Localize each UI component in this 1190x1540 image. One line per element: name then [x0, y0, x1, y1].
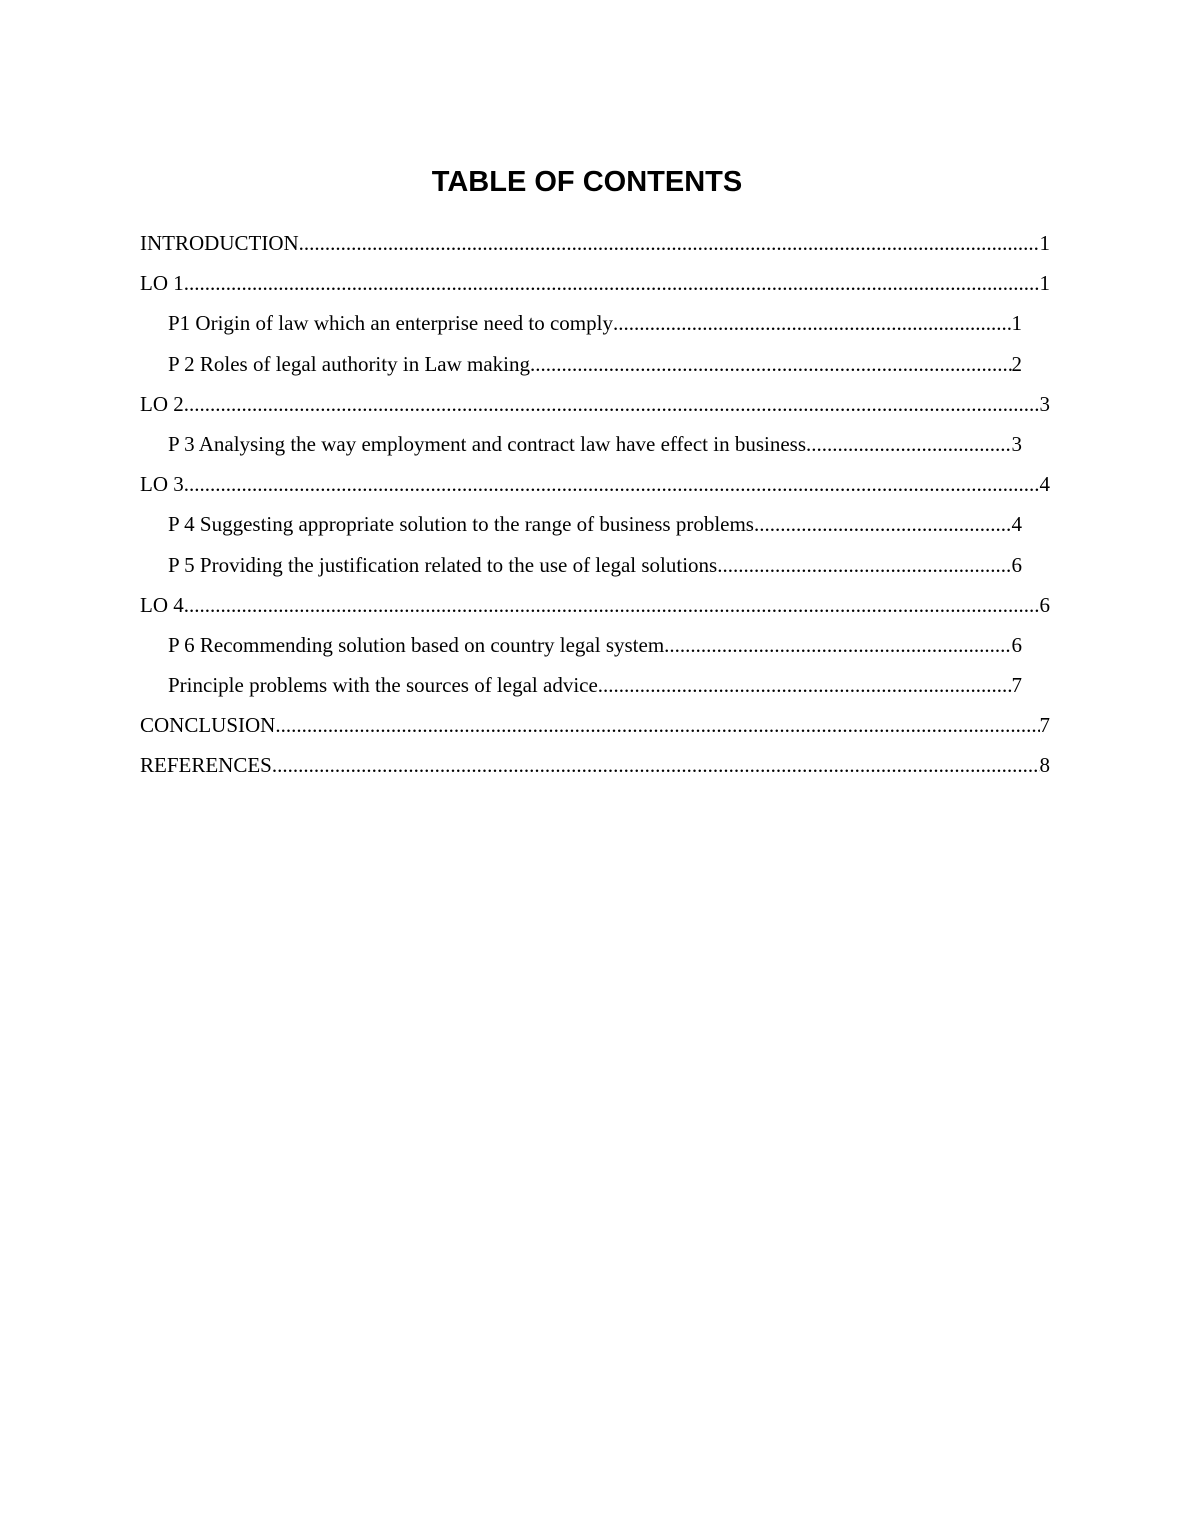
toc-entry-p6[interactable]	[140, 626, 1050, 666]
dot-leader	[664, 626, 1011, 664]
dot-leader	[754, 505, 1012, 543]
dot-leader	[184, 385, 1040, 423]
dot-leader	[275, 706, 1039, 744]
toc-entry-label: P 6 Recommending solution based on country legal system	[168, 632, 665, 657]
dot-leader	[613, 304, 1012, 342]
toc-entry-label: P 4 Suggesting appropriate solution to the range of business problems	[168, 512, 754, 537]
dot-leader	[530, 345, 1012, 383]
toc-entry-label: P 5 Providing the justification related to the use of legal solutions	[168, 552, 718, 577]
toc-entry-page-number: 7	[1039, 713, 1050, 738]
toc-entry-label: LO 1	[140, 271, 184, 296]
toc-entry-page-number: 1	[1039, 231, 1050, 255]
toc-entry-page-number: 8	[1039, 753, 1050, 778]
toc-entry-page-number: 1	[1039, 271, 1050, 296]
toc-entry-label: LO 2	[140, 391, 184, 416]
toc-entry-label: P1 Origin of law which an enterprise need to comply	[168, 311, 613, 336]
toc-entry-label: INTRODUCTION	[140, 231, 299, 255]
toc-entry-p3[interactable]	[140, 425, 1050, 465]
dot-leader	[184, 264, 1040, 302]
toc-entry-page-number: 3	[1039, 391, 1050, 416]
toc-entry-label: P 3 Analysing the way employment and contract law have effect in business	[168, 431, 807, 456]
toc-entry-page-number: 4	[1039, 472, 1050, 497]
toc-entry-page-number: 6	[1011, 632, 1022, 657]
toc-entry-label: LO 3	[140, 472, 184, 497]
toc-entry-page-number: 6	[1011, 552, 1022, 577]
dot-leader	[598, 666, 1012, 704]
toc-entry-p2[interactable]	[140, 345, 1050, 385]
toc-entry-principle-problems[interactable]	[140, 666, 1050, 706]
toc-entry-p5[interactable]	[140, 546, 1050, 586]
toc-entry-label: Principle problems with the sources of legal advice	[168, 673, 598, 698]
dot-leader	[184, 586, 1040, 624]
toc-entry-page-number: 4	[1011, 512, 1022, 537]
toc-entry-lo3[interactable]	[140, 465, 1050, 505]
toc-entry-page-number: 2	[1011, 351, 1022, 376]
dot-leader	[717, 546, 1011, 584]
toc-entry-label: LO 4	[140, 592, 184, 617]
toc-entry-label: P 2 Roles of legal authority in Law making	[168, 351, 530, 376]
toc-entry-conclusion[interactable]	[140, 706, 1050, 746]
toc-title: TABLE OF CONTENTS	[431, 166, 743, 198]
toc-list	[140, 224, 1050, 787]
toc-entry-references[interactable]	[140, 746, 1050, 786]
dot-leader	[184, 465, 1040, 503]
dot-leader	[299, 224, 1040, 262]
toc-entry-page-number: 3	[1011, 431, 1022, 456]
toc-entry-page-number: 7	[1011, 673, 1022, 698]
toc-entry-label: CONCLUSION	[140, 713, 276, 738]
toc-entry-lo1[interactable]	[140, 264, 1050, 304]
toc-entry-p1[interactable]	[140, 304, 1050, 344]
toc-entry-lo4[interactable]	[140, 586, 1050, 626]
toc-entry-label: REFERENCES	[140, 753, 272, 778]
toc-entry-p4[interactable]	[140, 505, 1050, 545]
dot-leader	[806, 425, 1011, 463]
dot-leader	[272, 746, 1040, 784]
toc-entry-introduction[interactable]	[140, 224, 1050, 264]
toc-entry-lo2[interactable]	[140, 385, 1050, 425]
toc-entry-page-number: 1	[1011, 311, 1022, 336]
toc-entry-page-number: 6	[1039, 592, 1050, 617]
